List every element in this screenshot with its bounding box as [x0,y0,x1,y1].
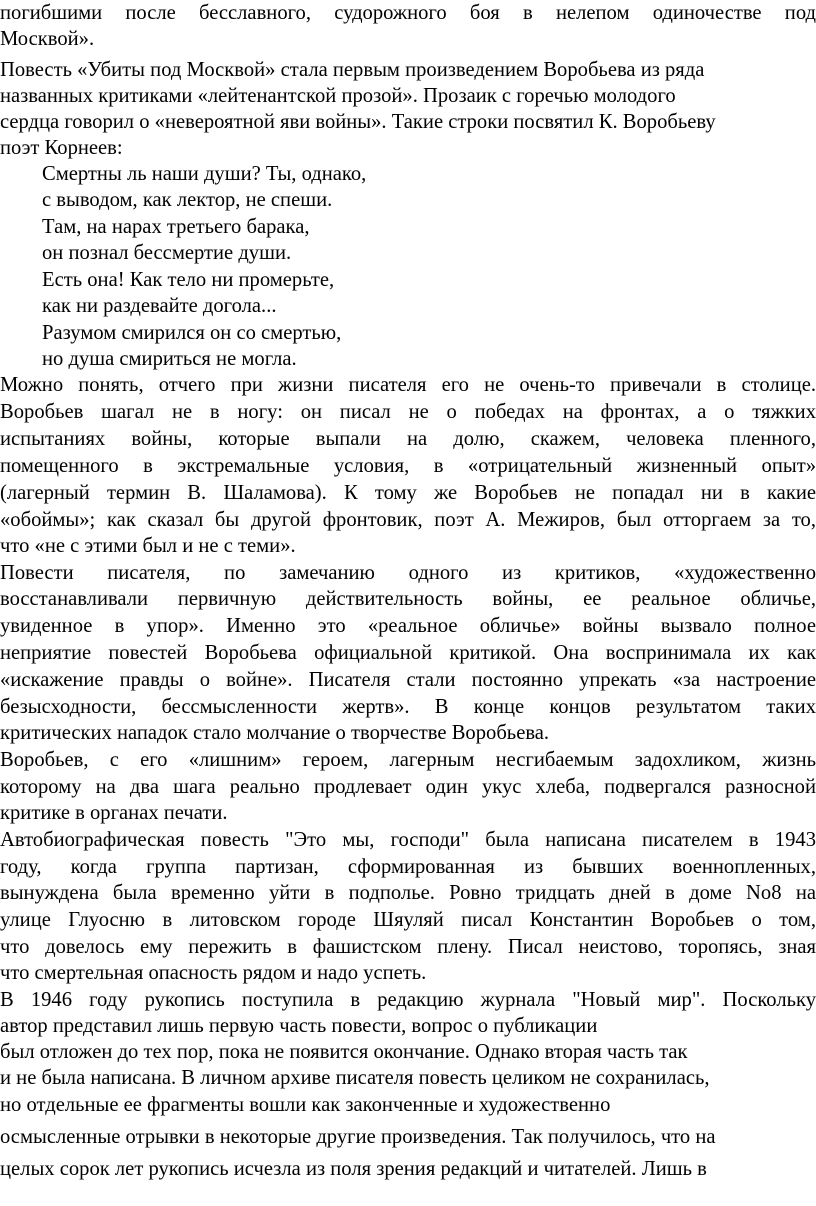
text-line-3: Повесть «Убиты под Москвой» стала первым произведением Воробьева из ряда [0,59,705,81]
poem-line-2: с выводом, как лектор, не спеши. [42,189,333,211]
poem-line-5: Есть она! Как тело ни промерьте, [42,269,335,291]
text-line-5: сердца говорил о «невероятной яви войны». Такие строки посвятил К. Воробьеву [0,111,716,133]
text-line-39: автор представил лишь первую часть повести, вопрос о публикации [0,1015,598,1037]
text-line-15: Можно понять, отчего при жизни писателя его не очень-то привечали в столице. [0,374,816,396]
text-line-29: Воробьев, с его «лишним» героем, лагерным несгибаемым задохликом, жизнь [0,749,816,771]
text-line-44: целых сорок лет рукопись исчезла из поля зрения редакций и читателей. Лишь в [0,1158,707,1180]
text-line-4: названных критиками «лейтенантской прозой». Прозаик с горечью молодого [0,85,676,107]
text-line-31: критике в органах печати. [0,802,228,824]
text-line-37: что смертельная опасность рядом и надо успеть. [0,962,427,984]
text-line-43: осмысленные отрывки в некоторые другие произведения. Так получилось, что на [0,1126,716,1148]
text-line-30: которому на два шага реально продлевает один укус хлеба, подвергался разносной [0,776,816,798]
text-line-26: «искажение правды о войне». Писателя стали постоянно упрекать «за настроение [0,669,816,691]
poem-line-1: Смертны ль наши души? Ты, однако, [42,163,367,185]
text-line-25: неприятие повестей Воробьева официальной критикой. Она воспринимала их как [0,642,816,664]
text-line-19: (лагерный термин В. Шаламова). К тому же Воробьев не попадал ни в какие [0,482,816,504]
poem-line-4: он познал бессмертие души. [42,242,292,264]
text-line-33: году, когда группа партизан, сформированная из бывших военнопленных, [0,856,816,878]
poem-line-8: но душа смириться не могла. [42,348,297,370]
text-line-6: поэт Корнеев: [0,137,123,159]
text-line-36: что довелось ему пережить в фашистском плену. Писал неистово, торопясь, зная [0,936,816,958]
poem-line-6: как ни раздевайте догола... [42,295,277,317]
text-line-21: что «не с этими был и не с теми». [0,535,296,557]
text-line-32: Автобиографическая повесть "Это мы, господи" была написана писателем в 1943 [0,829,816,851]
text-line-40: был отложен до тех пор, пока не появится окончание. Однако вторая часть так [0,1041,688,1063]
text-line-27: безысходности, бессмысленности жертв». В конце концов результатом таких [0,696,816,718]
text-line-38: В 1946 году рукопись поступила в редакцию журнала "Новый мир". Поскольку [0,989,816,1011]
text-line-34: вынуждена была временно уйти в подполье. Ровно тридцать дней в доме No8 на [0,882,816,904]
poem-line-3: Там, на нарах третьего барака, [42,216,310,238]
text-line-42: но отдельные ее фрагменты вошли как законченные и художественно [0,1094,611,1116]
text-line-28: критических нападок стало молчание о творчестве Воробьева. [0,722,550,744]
text-line-16: Воробьев шагал не в ногу: он писал не о победах на фронтах, а о тяжких [0,401,816,423]
text-line-22: Повести писателя, по замечанию одного из критиков, «художественно [0,562,816,584]
poem-line-7: Разумом смирился он со смертью, [42,322,342,344]
text-line-41: и не была написана. В личном архиве писателя повесть целиком не сохранилась, [0,1067,710,1089]
text-line-24: увиденное в упор». Именно это «реальное обличье» войны вызвало полное [0,615,816,637]
text-line-2: Москвой». [0,28,95,50]
text-line-1: погибшими после бесславного, судорожного боя в нелепом одиночестве под [0,2,816,24]
text-line-35: улице Глуосню в литовском городе Шяуляй писал Константин Воробьев о том, [0,909,816,931]
text-line-23: восстанавливали первичную действительность войны, ее реальное обличье, [0,588,816,610]
text-line-20: «обоймы»; как сказал бы другой фронтовик, поэт А. Межиров, был отторгаем за то, [0,509,816,531]
text-line-18: помещенного в экстремальные условия, в «отрицательный жизненный опыт» [0,455,816,477]
text-line-17: испытаниях войны, которые выпали на долю, скажем, человека пленного, [0,428,816,450]
